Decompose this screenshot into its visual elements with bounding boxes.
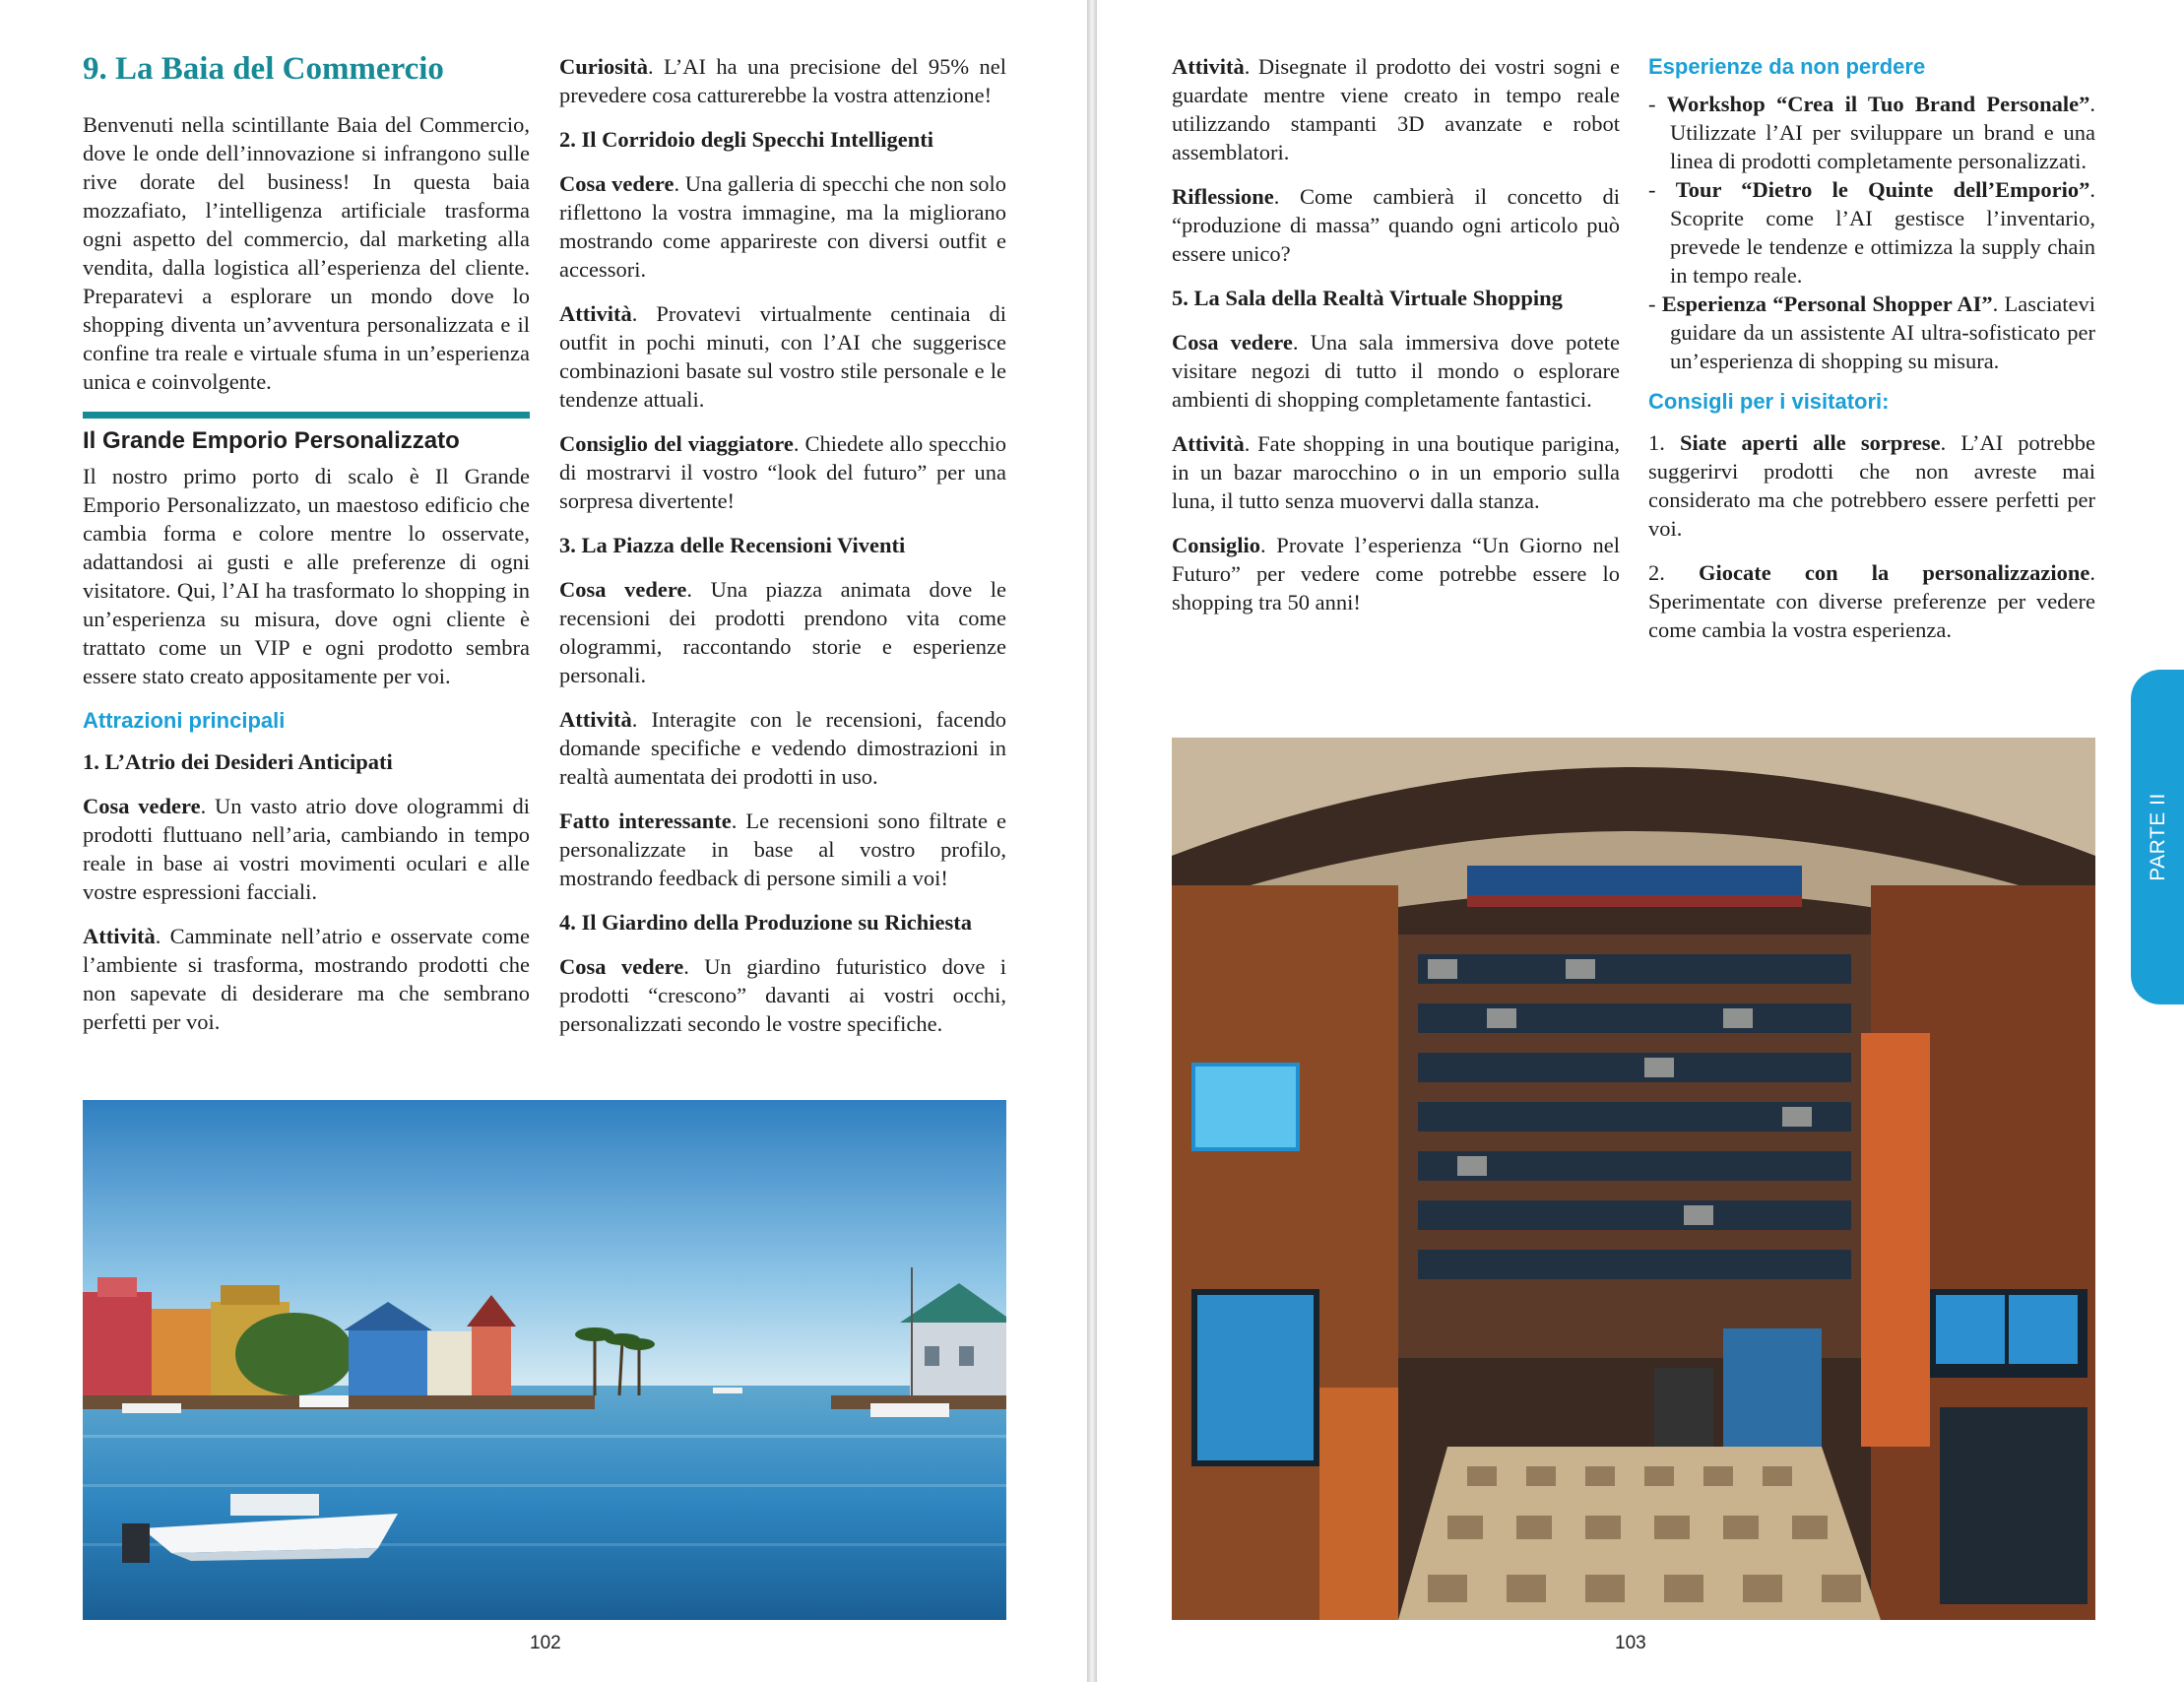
tip-1: 1. Siate aperti alle sorprese. L’AI potrebbe suggerirvi prodotti che non avreste mai considerato ma che potrebbero essere perfetti per voi. <box>1648 430 2096 541</box>
side-tab-label: PARTE II <box>2147 793 2169 881</box>
attraction-5-activity: Attività. Fate shopping in una boutique parigina, in un bazar marocchino o in un emporio sulla luna, il tutto senza muovervi dalla stanza. <box>1172 431 1620 513</box>
experience-item-3: - Esperienza “Personal Shopper AI”. Lasciatevi guidare da un assistente AI ultra-sofisticato per un’esperienza di shopping su misura. <box>1648 291 2096 373</box>
tips-heading: Consigli per i visitatori: <box>1648 389 1890 414</box>
section-paragraph: Il nostro primo porto di scalo è Il Grande Emporio Personalizzato, un maestoso edificio che cambia forma e colore mentre lo osservate, adattandosi ai gusti e alle preferenze di ogni visitatore. Qui, l’AI ha trasformato lo shopping in un’esperienza su misura, dove ogni cliente è trattato come un VIP e ogni prodotto sembra essere stato creato appositamente per voi. <box>83 464 530 688</box>
attraction-5-see: Cosa vedere. Una sala immersiva dove potete visitare negozi di tutto il mondo o esplorare ambienti di shopping completamente fantastici. <box>1172 330 1621 412</box>
left-column-1 <box>83 49 530 1052</box>
section-rule <box>83 412 530 419</box>
attraction-3-fact: Fatto interessante. Le recensioni sono filtrate e personalizzate in base al vostro profilo, mostrando feedback di persone simili a voi! <box>559 809 1007 890</box>
attraction-1-activity: Attività. Camminate nell’atrio e osservate come l’ambiente si trasforma, mostrando prodotti che non sapevate di desiderare ma che sembrano perfetti per voi. <box>83 924 530 1034</box>
attraction-2-title: 2. Il Corridoio degli Specchi Intelligenti <box>559 127 933 152</box>
harbor-photo <box>83 1100 1006 1620</box>
intro-paragraph: Benvenuti nella scintillante Baia del Commercio, dove le onde dell’innovazione si infrangono sulle rive dorate del business! In questa baia mozzafiato, l’intelligenza artificiale trasforma ogni aspetto del commercio, dal marketing alla vendita, dalla logistica all’esperienza del cliente. Preparatevi a esplorare un mondo dove lo shopping diventa un’avventura personalizzata e il confine tra reale e virtuale sfuma in un’esperienza unica e coinvolgente. <box>83 112 530 394</box>
experience-item-1: - Workshop “Crea il Tuo Brand Personale”. Utilizzate l’AI per sviluppare un brand e una linea di prodotti completamente personalizzati. <box>1648 92 2096 173</box>
attraction-1-see: Cosa vedere. Un vasto atrio dove ologrammi di prodotti fluttuano nell’aria, cambiando in tempo reale in base ai vostri movimenti oculari e alle vostre espressioni facciali. <box>83 794 530 904</box>
attraction-3-title: 3. La Piazza delle Recensioni Viventi <box>559 533 906 557</box>
attraction-2-see: Cosa vedere. Una galleria di specchi che non solo riflettono la vostra immagine, ma la migliorano mostrando come apparireste con diversi outfit e accessori. <box>559 171 1007 282</box>
attractions-heading: Attrazioni principali <box>83 708 286 733</box>
right-page <box>1097 0 2184 1682</box>
attraction-2-tip: Consiglio del viaggiatore. Chiedete allo specchio di mostrarvi il vostro “look del futuro” per una sorpresa divertente! <box>559 431 1006 513</box>
curiosity-paragraph: Curiosità. L’AI ha una precisione del 95% nel prevedere cosa catturerebbe la vostra attenzione! <box>559 54 1006 107</box>
right-column-1 <box>1172 52 1620 632</box>
experience-item-2: - Tour “Dietro le Quinte dell’Emporio”. Scoprite come l’AI gestisce l’inventario, prevede le tendenze e ottimizza la supply chain in tempo reale. <box>1648 177 2095 288</box>
section-title: Il Grande Emporio Personalizzato <box>83 427 460 454</box>
attraction-4-title: 4. Il Giardino della Produzione su Richiesta <box>559 910 972 935</box>
store-photo <box>1172 738 2095 1620</box>
attraction-5-tip: Consiglio. Provate l’esperienza “Un Giorno nel Futuro” per vedere come potrebbe essere lo shopping tra 50 anni! <box>1172 533 1620 615</box>
left-page <box>0 0 1087 1682</box>
attraction-2-activity: Attività. Provatevi virtualmente centinaia di outfit in pochi minuti, con l’AI che suggerisce combinazioni basate sul vostro stile personale e le tendenze attuali. <box>559 301 1006 412</box>
attraction-4-reflection: Riflessione. Come cambierà il concetto di “produzione di massa” quando ogni articolo può essere unico? <box>1172 184 1620 266</box>
right-column-2 <box>1648 52 2095 660</box>
attraction-3-activity: Attività. Interagite con le recensioni, facendo domande specifiche e vedendo dimostrazioni in realtà aumentata dei prodotti in uso. <box>559 707 1006 789</box>
left-column-2 <box>559 52 1006 1054</box>
attraction-4-activity: Attività. Disegnate il prodotto dei vostri sogni e guardate mentre viene creato in tempo reale utilizzando stampanti 3D avanzate e robot assemblatori. <box>1172 54 1620 164</box>
chapter-title: 9. La Baia del Commercio <box>83 51 444 87</box>
attraction-5-title: 5. La Sala della Realtà Virtuale Shopping <box>1172 286 1563 310</box>
attraction-1-title: 1. L’Atrio dei Desideri Anticipati <box>83 749 393 774</box>
page-number-right: 103 <box>1615 1633 1646 1653</box>
attraction-3-see: Cosa vedere. Una piazza animata dove le recensioni dei prodotti prendono vita come ologrammi, raccontando storie e esperienze personali. <box>559 577 1007 687</box>
book-gutter <box>1087 0 1097 1682</box>
tip-2: 2. Giocate con la personalizzazione. Sperimentate con diverse preferenze per vedere come cambia la vostra esperienza. <box>1648 560 2095 642</box>
page-number-left: 102 <box>530 1633 561 1653</box>
part-side-tab <box>2131 670 2184 1004</box>
experiences-heading: Esperienze da non perdere <box>1648 54 1926 79</box>
attraction-4-see: Cosa vedere. Un giardino futuristico dove i prodotti “crescono” davanti ai vostri occhi, personalizzati secondo le vostre specifiche. <box>559 954 1007 1036</box>
